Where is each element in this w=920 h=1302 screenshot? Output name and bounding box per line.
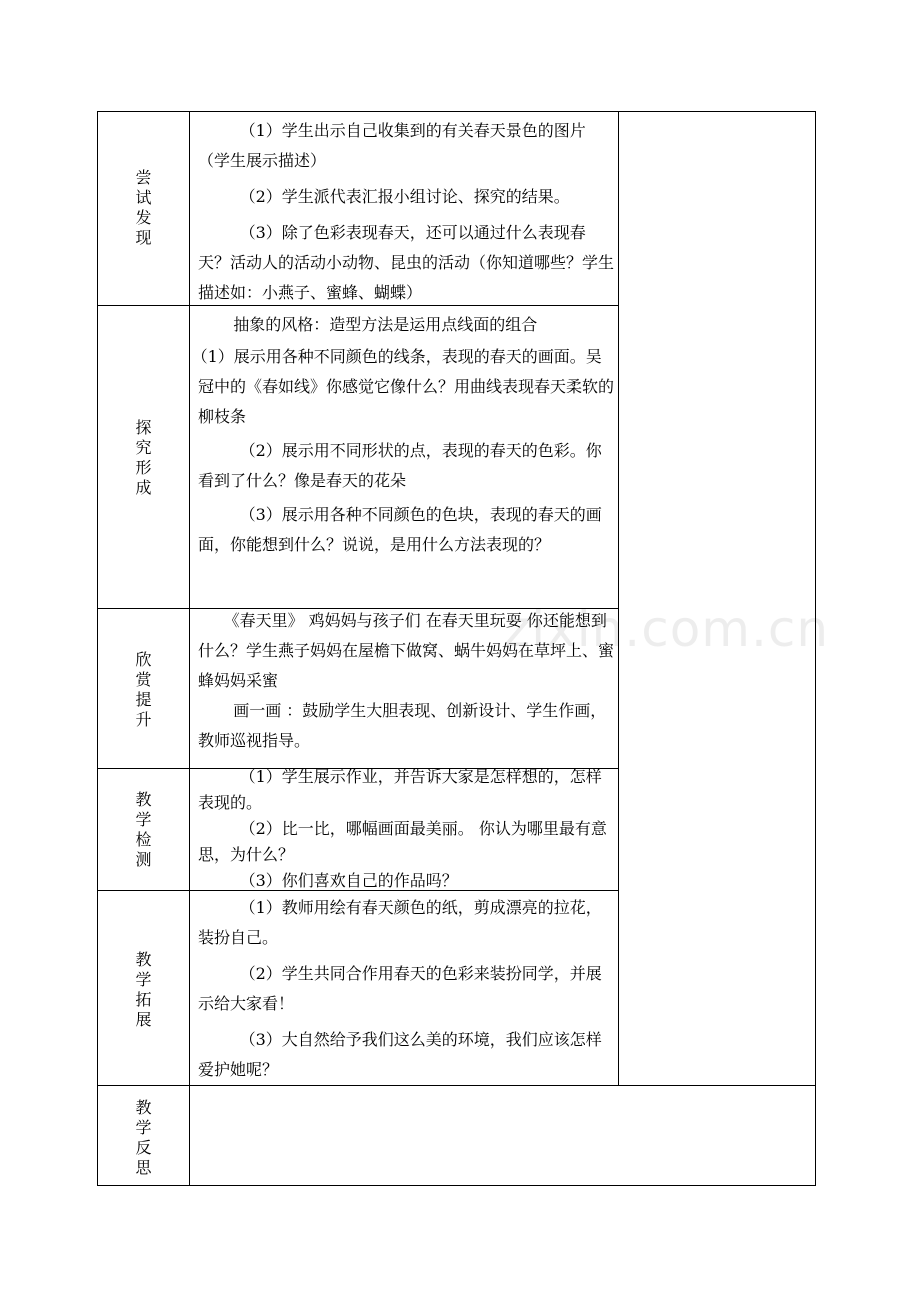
row-label-teaching-extension: 教 学 拓 展: [135, 950, 152, 1029]
row-divider: [97, 1085, 816, 1086]
row-content-teaching-extension: [198, 893, 614, 1085]
paragraph: （3）展示用各种不同颜色的色块，表现的春天的画面，你能想到什么？说说，是用什么方法表现的？: [198, 505, 602, 554]
table-border-bottom: [97, 1185, 816, 1186]
table-border-top: [97, 111, 816, 112]
paragraph: 抽象的风格：造型方法是运用点线面的组合: [233, 315, 538, 334]
row-label-teaching-test: 教 学 检 测: [135, 790, 152, 869]
paragraph: （2）比一比，哪幅画面最美丽。 你认为哪里最有意思，为什么？: [198, 819, 607, 864]
paragraph: （1）学生出示自己收集到的有关春天景色的图片（学生展示描述）: [198, 121, 586, 170]
paragraph: （3）你们喜欢自己的作品吗？: [239, 871, 458, 890]
row-content-explore-form: [191, 310, 615, 560]
paragraph: （3）大自然给予我们这么美的环境，我们应该怎样爱护她呢？: [198, 1030, 602, 1079]
paragraph: （2）展示用不同形状的点，表现的春天的色彩。你看到了什么？像是春天的花朵: [198, 441, 602, 490]
notes-column-divider: [618, 111, 619, 1086]
row-label-appreciate-improve: 欣 赏 提 升: [135, 650, 152, 729]
paragraph: （3）除了色彩表现春天，还可以通过什么表现春天？活动人的活动小动物、昆虫的活动（你知道哪些？学生描述如：小燕子、蜜蜂、蝴蝶）: [198, 223, 615, 302]
row-content-teaching-test: [198, 764, 614, 894]
paragraph: （1）学生展示作业，并告诉大家是怎样想的，怎样表现的。: [198, 767, 602, 812]
paragraph: 画一画 ：鼓励学生大胆表现、创新设计、学生作画，教师巡视指导。: [198, 701, 607, 750]
row-label-try-discover: 尝 试 发 现: [135, 168, 152, 247]
paragraph: （2）学生派代表汇报小组讨论、探究的结果。: [239, 187, 570, 206]
label-column-divider: [189, 111, 190, 1186]
watermark: zixin.com.cn: [504, 600, 830, 658]
row-label-explore-form: 探 究 形 成: [135, 418, 152, 497]
paragraph: （1）教师用绘有春天颜色的纸，剪成漂亮的拉花，装扮自己。: [198, 898, 602, 947]
paragraph: （1）展示用各种不同颜色的线条，表现的春天的画面。吴冠中的《春如线》你感觉它像什么？用曲线表现春天柔软的柳枝条: [191, 347, 615, 426]
paragraph: 《春天里》 鸡妈妈与孩子们 在春天里玩耍 你还能想到什么？学生燕子妈妈在屋檐下做窝、蜗牛妈妈在草坪上、蜜蜂妈妈采蜜: [198, 611, 615, 690]
row-label-teaching-reflection: 教 学 反 思: [135, 1098, 152, 1177]
paragraph: （2）学生共同合作用春天的色彩来装扮同学，并展示给大家看！: [198, 964, 602, 1013]
row-content-try-discover: [198, 116, 614, 308]
